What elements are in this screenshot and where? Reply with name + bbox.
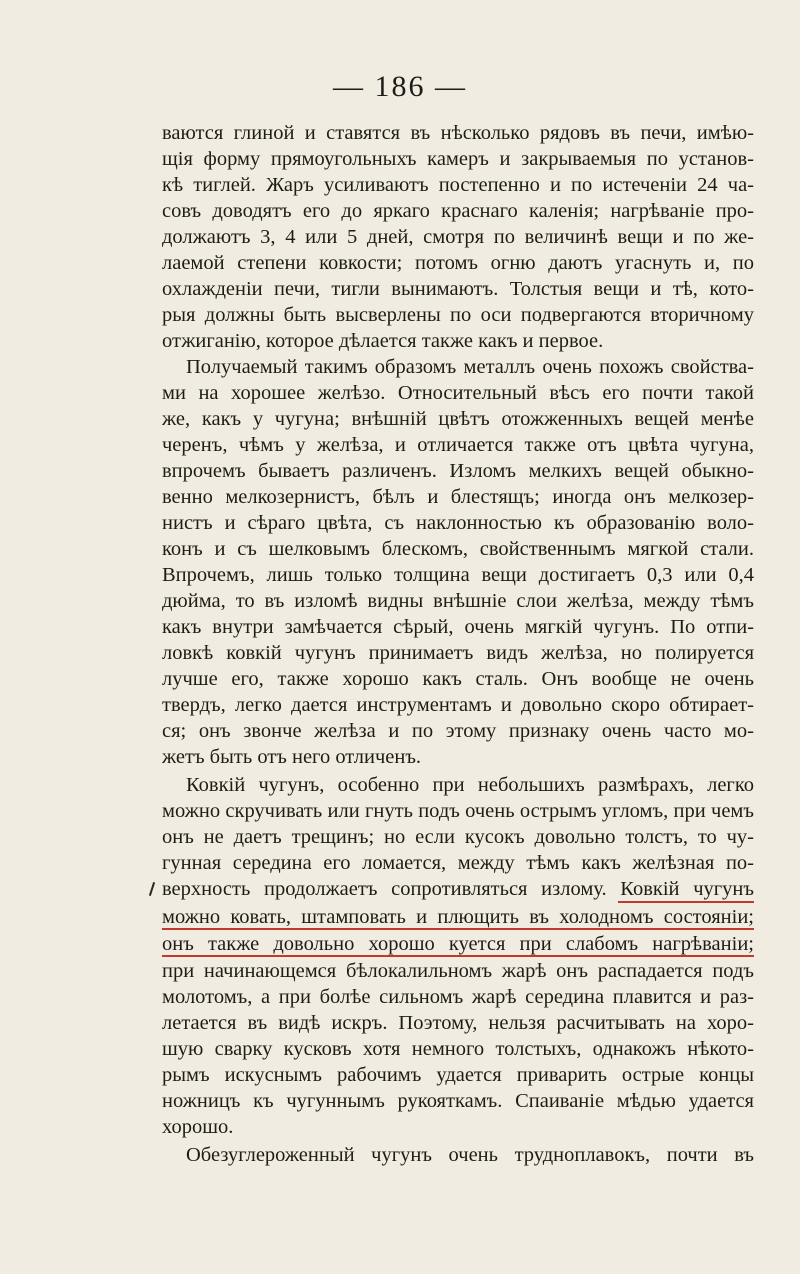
text-line: совъ доводятъ его до яркаго краснаго каленія; нагрѣваніе про-	[162, 200, 754, 222]
text-line: ваются глиной и ставятся въ нѣсколько рядовъ въ печи, имѣю-	[162, 122, 754, 144]
red-underline	[162, 955, 754, 957]
text-line: черенъ, чѣмъ у желѣза, и отличается также отъ цвѣта чугуна,	[162, 434, 754, 456]
text-line: кѣ тиглей. Жаръ усиливаютъ постепенно и по истеченіи 24 ча-	[162, 174, 754, 196]
text-line: гунная середина его ломается, между тѣмъ какъ желѣзная по-	[162, 852, 754, 874]
text-line: дюйма, то въ изломѣ видны внѣшніе слои желѣза, между тѣмъ	[162, 590, 754, 612]
text-line: онъ также довольно хорошо куется при слабомъ нагрѣваніи;	[162, 933, 754, 955]
text-line: Обезуглероженный чугунъ очень трудноплавокъ, почти въ	[186, 1144, 754, 1166]
text-line: при начинающемся бѣлокалильномъ жарѣ онъ распадается подъ	[162, 960, 754, 982]
text-line: верхность продолжаетъ сопротивляться излому. Ковкій чугунъ	[162, 878, 754, 900]
text-line: нистъ и сѣраго цвѣта, съ наклонностью къ образованію воло-	[162, 512, 754, 534]
text-line: рымъ искуснымъ рабочимъ удается приварить острые концы	[162, 1064, 754, 1086]
text-line: щія форму прямоугольныхъ камеръ и закрываемыя по установ-	[162, 148, 754, 170]
text-line: лучше его, также хорошо какъ сталь. Онъ вообще не очень	[162, 668, 754, 690]
text-line: ловкѣ ковкій чугунъ принимаетъ видъ желѣза, но полируется	[162, 642, 754, 664]
text-line: Получаемый такимъ образомъ металлъ очень похожъ свойства-	[186, 356, 754, 378]
red-underline	[162, 928, 754, 930]
text-line: конъ и съ шелковымъ блескомъ, свойственнымъ мягкой стали.	[162, 538, 754, 560]
text-line: хорошо.	[162, 1116, 234, 1138]
text-line: впрочемъ бываетъ различенъ. Изломъ мелкихъ вещей обыкно-	[162, 460, 754, 482]
text-line: Впрочемъ, лишь только толщина вещи достигаетъ 0,3 или 0,4	[162, 564, 754, 586]
text-line: должаютъ 3, 4 или 5 дней, смотря по величинѣ вещи и по же-	[162, 226, 754, 248]
text-line: какъ внутри замѣчается сѣрый, очень мягкій чугунъ. По отпи-	[162, 616, 754, 638]
text-line: отжиганію, которое дѣлается также какъ и первое.	[162, 330, 604, 352]
text-line: ми на хорошее желѣзо. Относительный вѣсъ его почти такой	[162, 382, 754, 404]
text-line: охлажденіи печи, тигли вынимаютъ. Толстыя вещи и тѣ, кото-	[162, 278, 754, 300]
text-line: венно мелкозернистъ, бѣлъ и блестящъ; иногда онъ мелкозер-	[162, 486, 754, 508]
text-line: ножницъ къ чугуннымъ рукояткамъ. Спаиваніе мѣдью удается	[162, 1090, 754, 1112]
text-line: летается въ видѣ искръ. Поэтому, нельзя расчитывать на хоро-	[162, 1012, 754, 1034]
red-underline	[618, 901, 754, 903]
text-line: ся; онъ звонче желѣза и по этому признаку очень часто мо-	[162, 720, 754, 742]
text-line: шую сварку кусковъ хотя немного толстыхъ, однакожъ нѣкото-	[162, 1038, 754, 1060]
text-line: можно ковать, штамповать и плющить въ холодномъ состояніи;	[162, 906, 754, 928]
text-line: лаемой степени ковкости; потомъ огню даютъ угаснуть и, по	[162, 252, 754, 274]
text-line: можно скручивать или гнуть подъ очень острымъ угломъ, при чемъ	[162, 800, 754, 822]
pencil-mark	[149, 882, 155, 896]
text-line: жетъ быть отъ него отличенъ.	[162, 746, 422, 768]
page-number: — 186 —	[333, 70, 467, 103]
text-line: твердъ, легко дается инструментамъ и довольно скоро обтирает-	[162, 694, 754, 716]
text-line: Ковкій чугунъ, особенно при небольшихъ размѣрахъ, легко	[186, 774, 754, 796]
text-line: молотомъ, а при болѣе сильномъ жарѣ середина плавится и раз-	[162, 986, 754, 1008]
text-line: онъ не даетъ трещинъ; но если кусокъ довольно толстъ, то чу-	[162, 826, 754, 848]
text-line: же, какъ у чугуна; внѣшній цвѣтъ отожженныхъ вещей менѣе	[162, 408, 754, 430]
text-line: рыя должны быть высверлены по оси подвергаются вторичному	[162, 304, 754, 326]
